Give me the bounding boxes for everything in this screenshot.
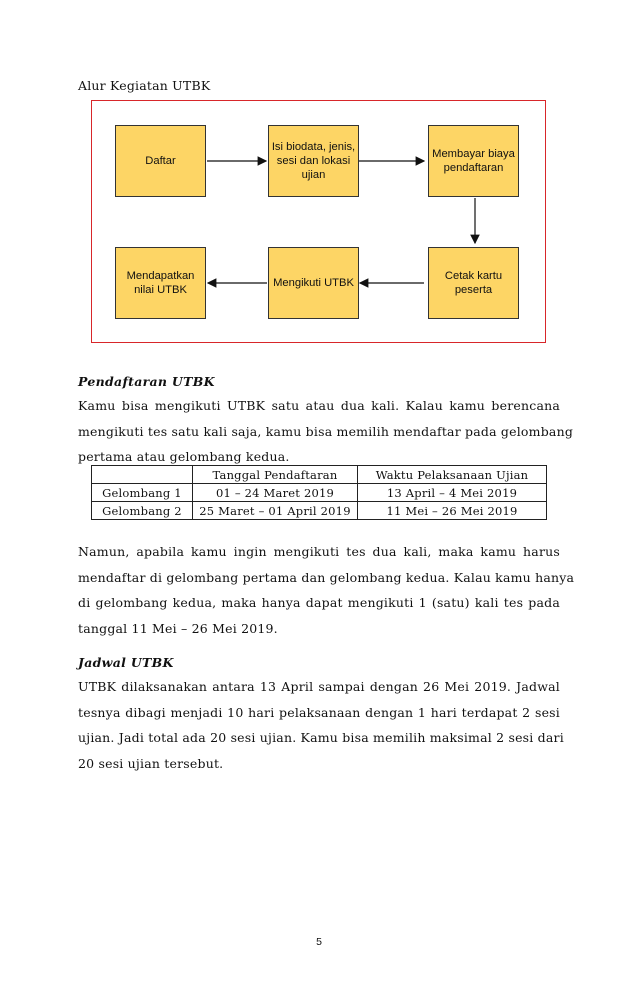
table-header-row <box>92 466 547 484</box>
step-membayar-biaya: Membayar biaya pendaftaran <box>428 125 519 197</box>
text-line: 20 sesi ujian tersebut. <box>78 755 224 771</box>
table-cell: Gelombang 1 <box>92 484 193 502</box>
step-mendapatkan-nilai: Mendapatkan nilai UTBK <box>115 247 206 319</box>
diagram-caption: Alur Kegiatan UTBK <box>78 78 211 93</box>
table-row <box>92 484 547 502</box>
text-line: ujian. Jadi total ada 20 sesi ujian. Kamu bisa memilih maksimal 2 sesi dari <box>78 730 564 745</box>
table-cell: Gelombang 2 <box>92 502 193 520</box>
text-line: di gelombang kedua, maka hanya dapat mengikuti 1 (satu) kali tes pada <box>78 595 560 610</box>
table-header-cell <box>92 466 193 484</box>
text-line: pertama atau gelombang kedua. <box>78 449 290 464</box>
page-number: 5 <box>316 936 322 948</box>
table-cell: 13 April – 4 Mei 2019 <box>358 484 547 502</box>
text-line: Namun, apabila kamu ingin mengikuti tes dua kali, maka kamu harus <box>78 544 560 559</box>
step-mengikuti-utbk: Mengikuti UTBK <box>268 247 359 319</box>
table-row <box>92 502 547 520</box>
registration-schedule-table <box>91 465 547 520</box>
section-heading-jadwal: Jadwal UTBK <box>78 655 174 670</box>
text-line: mengikuti tes satu kali saja, kamu bisa memilih mendaftar pada gelombang <box>78 423 574 439</box>
paragraph-pendaftaran <box>78 393 574 470</box>
step-isi-biodata: Isi biodata, jenis, sesi dan lokasi ujian <box>268 125 359 197</box>
table-header-cell: Waktu Pelaksanaan Ujian <box>358 466 547 484</box>
table-cell: 25 Maret – 01 April 2019 <box>193 502 358 520</box>
table-cell: 11 Mei – 26 Mei 2019 <box>358 502 547 520</box>
paragraph-jadwal <box>78 674 564 776</box>
text-line: tanggal 11 Mei – 26 Mei 2019. <box>78 620 278 636</box>
table-cell: 01 – 24 Maret 2019 <box>193 484 358 502</box>
table-header-cell: Tanggal Pendaftaran <box>193 466 358 484</box>
section-heading-pendaftaran: Pendaftaran UTBK <box>78 374 215 389</box>
paragraph-dua-kali <box>78 539 575 641</box>
step-daftar: Daftar <box>115 125 206 197</box>
text-line: tesnya dibagi menjadi 10 hari pelaksanaan dengan 1 hari terdapat 2 sesi <box>78 704 560 720</box>
text-line: Kamu bisa mengikuti UTBK satu atau dua kali. Kalau kamu berencana <box>78 398 560 413</box>
text-line: UTBK dilaksanakan antara 13 April sampai dengan 26 Mei 2019. Jadwal <box>78 679 560 694</box>
text-line: mendaftar di gelombang pertama dan gelombang kedua. Kalau kamu hanya <box>78 569 575 585</box>
step-cetak-kartu: Cetak kartu peserta <box>428 247 519 319</box>
flow-diagram <box>91 100 546 343</box>
